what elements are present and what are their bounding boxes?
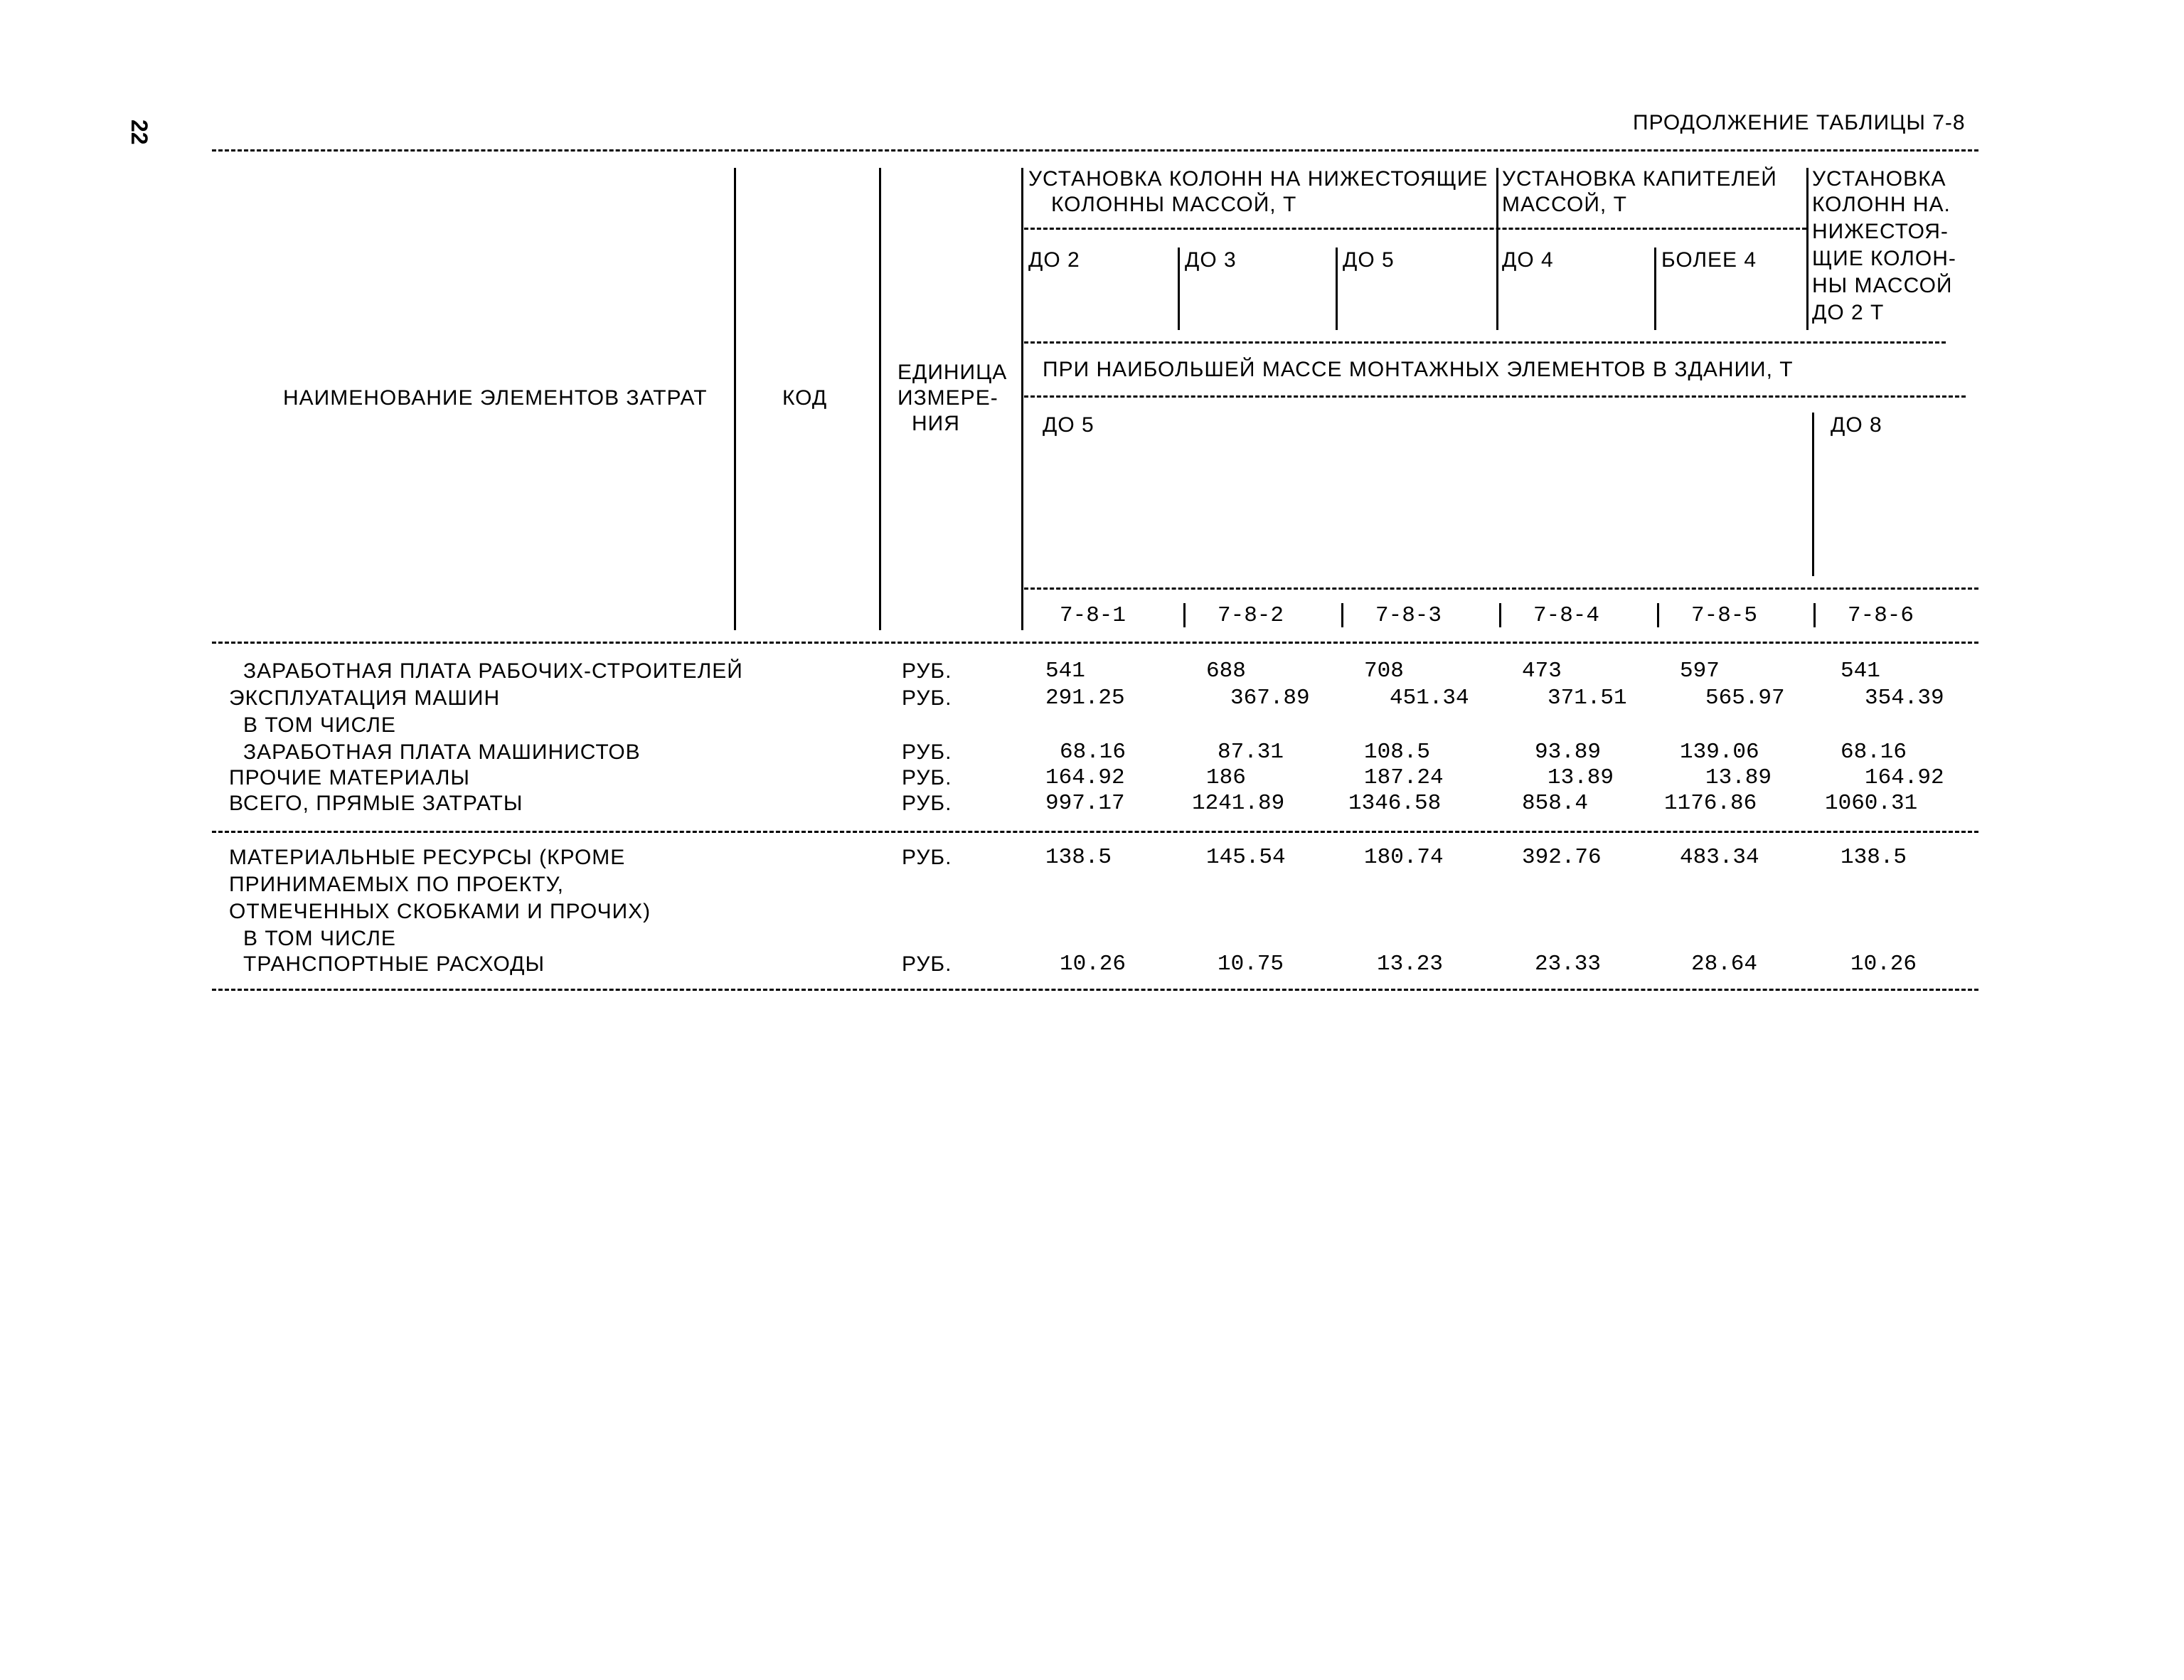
sub-divider-4 [1654,248,1656,330]
cell: 139.06 [1680,740,1759,765]
group3-divider [1806,168,1809,330]
group-rule [1024,228,1806,230]
sub-header-4: ДО 4 [1502,248,1554,272]
header-code-col: КОД [782,386,828,410]
header-unit-line1: ЕДИНИЦА [897,361,1008,384]
cell: 291.25 [1045,686,1125,711]
table-top-rule [212,149,1978,151]
cell: 164.92 [1045,765,1125,790]
cell: 392.76 [1522,845,1602,870]
row-name: ТРАНСПОРТНЫЕ РАСХОДЫ [243,952,545,976]
row-unit: РУБ. [902,686,952,710]
code-divider-5 [1813,603,1816,627]
codes-rule [1024,588,1978,590]
group2-line1: УСТАНОВКА КАПИТЕЛЕЙ [1502,167,1777,191]
cell: 565.97 [1705,686,1785,711]
cell: 10.75 [1218,952,1284,977]
group3-line5: НЫ МАССОЙ [1812,274,1953,297]
cell: 180.74 [1364,845,1444,870]
group3-line4: ЩИЕ КОЛОН- [1812,247,1956,270]
row-name: ВСЕГО, ПРЯМЫЕ ЗАТРАТЫ [229,792,523,815]
cell: 13.89 [1705,765,1772,790]
cell: 451.34 [1390,686,1469,711]
cell: 1176.86 [1664,791,1757,816]
cell: 473 [1522,659,1562,684]
code-6: 7-8-6 [1848,603,1914,628]
table-bottom-rule [212,989,1978,991]
code-divider-3 [1499,603,1501,627]
cell: 186 [1206,765,1246,790]
header-bottom-rule [212,642,1978,644]
group2-line2: МАССОЙ, Т [1502,193,1627,216]
cell: 87.31 [1218,740,1284,765]
row-unit: РУБ. [902,846,952,869]
cell: 93.89 [1535,740,1602,765]
cell: 13.23 [1377,952,1444,977]
continuation-title: ПРОДОЛЖЕНИЕ ТАБЛИЦЫ 7-8 [1633,111,1966,134]
code-2: 7-8-2 [1218,603,1284,628]
cell: 138.5 [1841,845,1907,870]
group3-line1: УСТАНОВКА [1812,167,1946,191]
code-1: 7-8-1 [1060,603,1126,628]
cell: 23.33 [1535,952,1602,977]
cell: 997.17 [1045,791,1125,816]
header-unit-line3: НИЯ [912,412,960,435]
max-mass-label: ПРИ НАИБОЛЬШЕЙ МАССЕ МОНТАЖНЫХ ЭЛЕМЕНТОВ В ЗДАНИИ, Т [1043,358,1794,381]
max-divider [1812,413,1814,576]
group1-line1: УСТАНОВКА КОЛОНН НА НИЖЕСТОЯЩИЕ [1028,167,1488,191]
sub-header-1: ДО 2 [1028,248,1080,272]
code-5: 7-8-5 [1691,603,1758,628]
cell: 858.4 [1522,791,1589,816]
max-mass-a: ДО 5 [1043,413,1094,437]
sub-rule [1024,341,1946,344]
cell: 187.24 [1364,765,1444,790]
row-name-line4: В ТОМ ЧИСЛЕ [243,927,396,950]
cell: 10.26 [1060,952,1126,977]
cell: 688 [1206,659,1246,684]
row-unit: РУБ. [902,952,952,976]
cell: 367.89 [1230,686,1310,711]
group1-line2: КОЛОННЫ МАССОЙ, Т [1051,193,1297,216]
cell: 10.26 [1850,952,1917,977]
sub-divider-1 [1178,248,1180,330]
row-name: ЗАРАБОТНАЯ ПЛАТА МАШИНИСТОВ [243,740,641,764]
row-unit: РУБ. [902,659,952,683]
cell: 541 [1841,659,1880,684]
sub-header-3: ДО 5 [1343,248,1395,272]
row-unit: РУБ. [902,740,952,764]
cell: 1060.31 [1825,791,1918,816]
group3-line6: ДО 2 Т [1812,301,1885,324]
group-divider [1496,168,1498,330]
max-mass-b: ДО 8 [1831,413,1882,437]
sub-header-2: ДО 3 [1185,248,1237,272]
code-divider-1 [1183,603,1186,627]
cell: 28.64 [1691,952,1758,977]
cell: 13.89 [1548,765,1614,790]
unit-col-divider [1021,168,1023,630]
cell: 708 [1364,659,1404,684]
row-unit: РУБ. [902,766,952,790]
row-name: ПРОЧИЕ МАТЕРИАЛЫ [229,766,470,790]
cell: 68.16 [1841,740,1907,765]
group3-line2: КОЛОНН НА. [1812,193,1951,216]
cell: 354.39 [1865,686,1944,711]
row-name: ЗАРАБОТНАЯ ПЛАТА РАБОЧИХ-СТРОИТЕЛЕЙ [243,659,743,683]
code-col-divider [879,168,881,630]
cell: 541 [1045,659,1085,684]
code-4: 7-8-4 [1533,603,1600,628]
row-name: ЭКСПЛУАТАЦИЯ МАШИН [229,686,501,710]
code-divider-2 [1341,603,1343,627]
row-unit: РУБ. [902,792,952,815]
max-mass-rule [1024,395,1966,398]
cell: 371.51 [1548,686,1627,711]
cell: 1346.58 [1348,791,1442,816]
row-name-line2: ПРИНИМАЕМЫХ ПО ПРОЕКТУ, [229,873,564,896]
code-3: 7-8-3 [1375,603,1442,628]
name-col-divider [734,168,736,630]
cell: 145.54 [1206,845,1286,870]
cell: 68.16 [1060,740,1126,765]
cell: 483.34 [1680,845,1759,870]
header-name-col: НАИМЕНОВАНИЕ ЭЛЕМЕНТОВ ЗАТРАТ [283,386,708,410]
section-rule [212,831,1978,833]
cell: 597 [1680,659,1720,684]
sub-divider-2 [1336,248,1338,330]
sub-header-5: БОЛЕЕ 4 [1661,248,1757,272]
cell: 164.92 [1865,765,1944,790]
page-number: 22 [127,119,152,145]
cell: 108.5 [1364,740,1431,765]
row-subheading: В ТОМ ЧИСЛЕ [243,713,396,737]
code-divider-4 [1657,603,1659,627]
row-name-line1: МАТЕРИАЛЬНЫЕ РЕСУРСЫ (КРОМЕ [229,846,626,869]
group3-line3: НИЖЕСТОЯ- [1812,220,1949,243]
cell: 1241.89 [1192,791,1285,816]
cell: 138.5 [1045,845,1112,870]
header-unit-line2: ИЗМЕРЕ- [897,386,998,410]
row-name-line3: ОТМЕЧЕННЫХ СКОБКАМИ И ПРОЧИХ) [229,900,651,923]
